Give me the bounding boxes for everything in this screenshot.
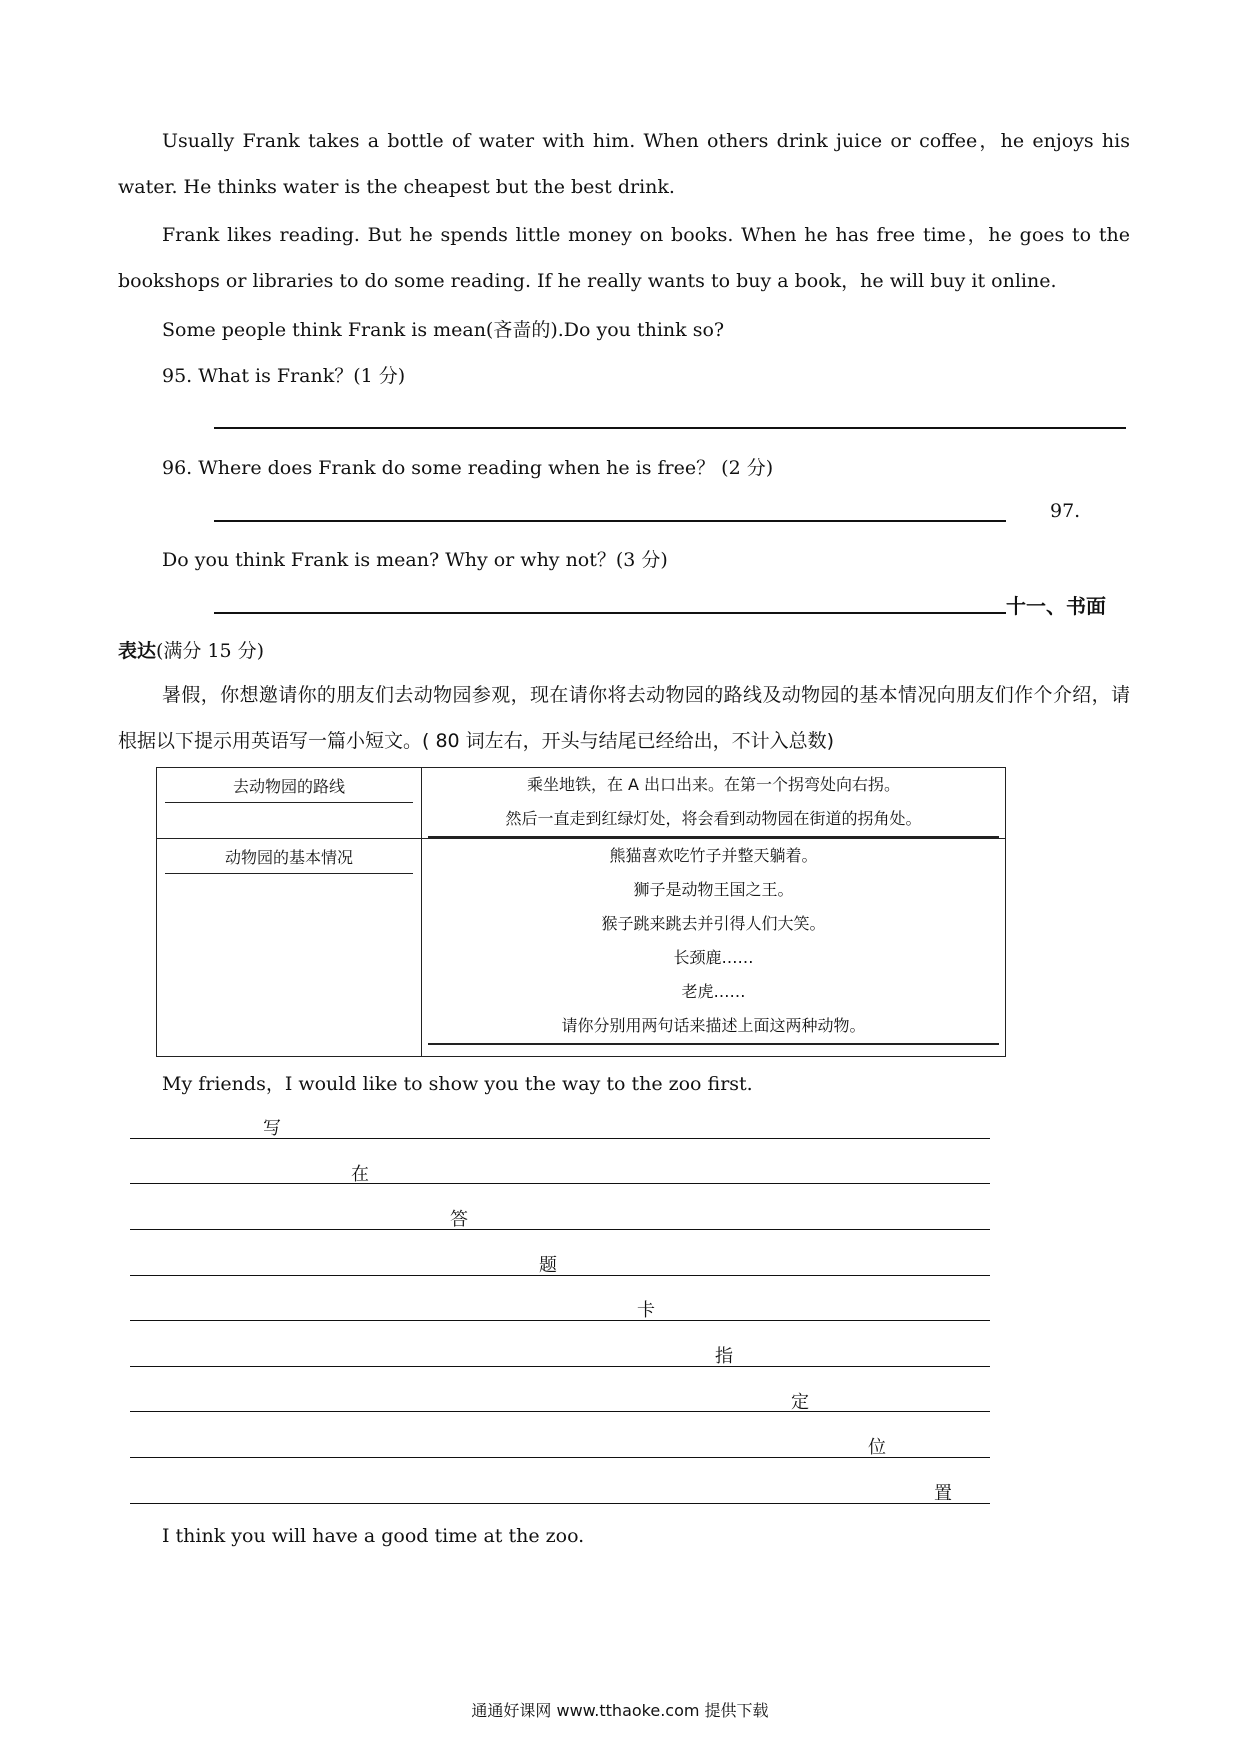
answer-line-95[interactable] [214,427,1126,429]
zoo-line-5: 老虎…… [681,982,746,1001]
writing-line-2[interactable] [130,1183,990,1184]
question-97-number: 97. [1050,500,1081,522]
route-line-2: 然后一直走到红绿灯处，将会看到动物园在街道的拐角处。 [428,802,999,838]
zoo-line-6: 请你分别用两句话来描述上面这两种动物。 [428,1009,999,1045]
watermark-char-5: 卡 [637,1300,655,1321]
answer-line-96[interactable] [214,520,1006,522]
passage-paragraph-1: Usually Frank takes a bottle of water with him. When others drink juice or coffee，he enjoys his water. He thinks water is the cheapest but the best drink. [118,130,1130,198]
row-route-label-cell [157,768,422,839]
footer-text: 通通好课网 www.tthaoke.com 提供下载 [471,1701,769,1720]
watermark-char-1: 写 [263,1118,281,1139]
zoo-line-4: 长颈鹿…… [673,948,754,967]
watermark-char-3: 答 [450,1209,468,1230]
row-zoo-label-cell [157,839,422,1057]
passage-paragraph-2: Frank likes reading. But he spends little money on books. When he has free time，he goes to the bookshops or libraries to do some reading. If he really wants to buy a book，he will buy it online. [118,224,1130,292]
writing-line-5[interactable] [130,1320,990,1321]
section-title-part1: 十一、书面 [1006,594,1106,618]
essay-closing: I think you will have a good time at the zoo. [162,1525,585,1547]
essay-opening: My friends，I would like to show you the way to the zoo first. [162,1073,753,1095]
writing-line-6[interactable] [130,1366,990,1367]
row-zoo-label: 动物园的基本情况 [165,839,413,874]
section-instructions: 暑假，你想邀请你的朋友们去动物园参观，现在请你将去动物园的路线及动物园的基本情况向朋友们作个介绍，请根据以下提示用英语写一篇小短文。( 80 词左右，开头与结尾已经给出，不计入总数) [118,684,1130,752]
question-96: 96. Where does Frank do some reading when he is free？ (2 分) [162,457,774,479]
writing-line-8[interactable] [130,1457,990,1458]
watermark-char-6: 指 [715,1346,733,1367]
writing-line-1[interactable] [130,1138,990,1139]
watermark-char-2: 在 [351,1164,369,1185]
answer-line-97[interactable] [214,612,1006,614]
row-route-label: 去动物园的路线 [165,768,413,803]
writing-line-9[interactable] [130,1503,990,1504]
section-score: (满分 15 分) [156,640,265,662]
writing-line-4[interactable] [130,1275,990,1276]
watermark-char-8: 位 [868,1437,886,1458]
question-95: 95. What is Frank？(1 分) [162,365,406,387]
row-zoo-content [422,839,1006,1057]
route-line-1: 乘坐地铁，在 A 出口出来。在第一个拐弯处向右拐。 [526,775,901,794]
zoo-line-1: 熊猫喜欢吃竹子并整天躺着。 [609,846,818,865]
watermark-char-9: 置 [934,1483,952,1504]
writing-prompt-table [156,767,1006,1057]
zoo-line-3: 猴子跳来跳去并引得人们大笑。 [601,914,826,933]
question-97: Do you think Frank is mean? Why or why not？(3 分) [162,549,668,571]
section-title-part2: 表达 [118,640,157,662]
watermark-char-4: 题 [539,1255,557,1276]
row-route-content [422,768,1006,839]
passage-paragraph-3: Some people think Frank is mean(吝啬的).Do you think so? [162,319,725,341]
writing-line-7[interactable] [130,1411,990,1412]
zoo-line-2: 狮子是动物王国之王。 [633,880,794,899]
section-heading [118,636,264,663]
watermark-char-7: 定 [791,1392,809,1413]
writing-line-3[interactable] [130,1229,990,1230]
